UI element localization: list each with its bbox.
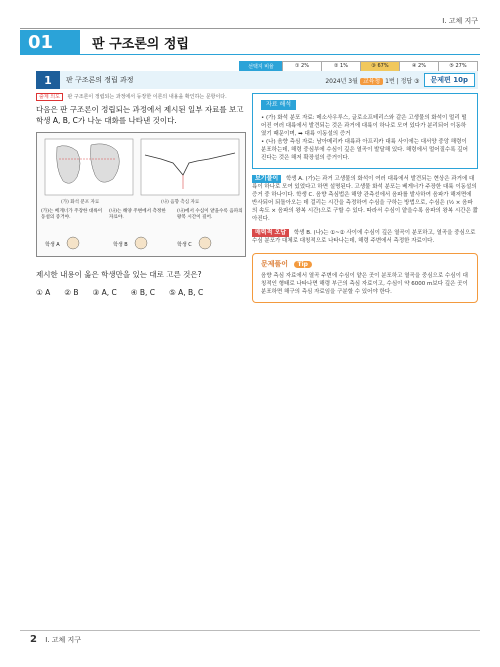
stats-label: 선택지 비율 — [239, 61, 283, 72]
intent-tag: 출제 의도 — [36, 93, 63, 101]
question-figure — [36, 132, 246, 257]
choice-1[interactable]: ① A — [36, 288, 51, 297]
question-ask: 제시한 내용이 옳은 학생만을 있는 대로 고른 것은? — [36, 270, 202, 279]
chapter-rule — [20, 54, 480, 55]
choice-3[interactable]: ③ A, C — [92, 288, 117, 297]
student-c-label: 학생 C — [177, 242, 192, 248]
header-rule — [20, 28, 480, 29]
stat-4: ④ 2% — [399, 61, 439, 72]
choice-5[interactable]: ⑤ A, B, C — [169, 288, 204, 297]
student-a-avatar — [67, 237, 79, 249]
wrong-explanation — [252, 229, 478, 245]
data-analysis-p1: • (가) 화석 분포 자료: 메소사우루스, 글로소프테리스와 같은 고생물의 화석이 멀리 떨어진 여러 대륙에서 발견되는 것은 과거에 대륙이 하나로 모여 있다가 분리되어 이동하였기 때문이며, ➡ 대륙 이동설의 증거 — [261, 115, 467, 137]
stat-1: ① 2% — [282, 61, 322, 72]
tip-badge: Tip — [294, 261, 312, 268]
bubble-b: (나)는 해양 주변에서 측정한 자료야. — [109, 209, 166, 220]
footer — [30, 634, 81, 645]
student-a-label: 학생 A — [45, 242, 60, 248]
wrong-text: 학생 B. (나)는 ①~② 사이에 수심이 깊은 열곡이 분포하고, 열곡을 중심으로 수심 분포가 대체로 대칭적으로 나타나는데, 해령 주변에서 측정한 자료이다. — [252, 230, 476, 244]
data-analysis-title: 자료 해석 — [261, 100, 296, 110]
question-answer: 정답 ③ — [400, 77, 420, 85]
figure-drawing — [37, 133, 247, 258]
question-bar — [36, 71, 478, 89]
chapter-number: 01 — [20, 30, 80, 54]
explanation-column — [252, 93, 478, 303]
footer-page: 2 — [30, 634, 37, 645]
intent-text: 판 구조론이 정립되는 과정에서 등장한 이론의 내용을 확인하는 문항이다. — [67, 94, 227, 100]
tip-box — [252, 253, 478, 303]
choice-2[interactable]: ② B — [64, 288, 79, 297]
correct-explanation — [252, 175, 478, 223]
correct-text: 학생 A. (가)는 과거 고생물의 화석이 여러 대륙에서 발견되는 현상은 과거에 대륙이 하나로 모여 있었다고 하면 설명된다. 고생물 화석 분포는 베게너가 주장한 대륙 이동설의 증거 중 하나이다. 학생 C. 음향 측심법은 해양 관측선에서 음파를 발사하여 음파가 해저면에 반사되어 되돌아오는 데 걸리는 시간을 측정하여 수심을 구하는 방법으로, 수심은 (½ × 음파의 속도 × 음파의 왕복 시간)으로 구할 수 있다. 따라서 수심이 얕을수록 음파의 왕복 시간은 짧아진다. — [252, 176, 478, 222]
tip-title — [261, 260, 469, 269]
question-meta: 2024년 3월 교육청 1번 | 정답 ③ — [325, 77, 420, 85]
question-number: 1 — [36, 71, 60, 89]
correct-title: 보기풀이 — [252, 175, 281, 183]
footer-rule — [20, 630, 480, 631]
answer-choices — [36, 288, 246, 297]
chapter-title: 판 구조론의 정립 — [92, 37, 189, 52]
data-analysis-p2: • (나) 음향 측심 자료: 남아메리카 대륙과 아프리카 대륙 사이에는 대서양 중앙 해령이 분포하는데, 해령 중심부에 수심이 깊은 열곡이 발달해 있다. 해령에서 멀어질수록 깊어진다는 것은 해저 확장설의 증거이다. — [261, 139, 468, 161]
fig-caption-1: (가) 화석 분포 자료 — [61, 200, 100, 205]
page-link-button[interactable]: 문제편 10p — [424, 73, 475, 87]
question-intent — [36, 93, 246, 100]
stat-3: ③ 67% — [360, 61, 400, 72]
question-text: 다음은 판 구조론이 정립되는 과정에서 제시된 일부 자료를 보고 학생 A, B, C가 나눈 대화를 나타낸 것이다. — [36, 105, 244, 125]
bubble-c: (나)에서 수심이 얕을수록 음파의 왕복 시간이 길어. — [177, 209, 243, 220]
student-b-avatar — [135, 237, 147, 249]
stat-2: ② 1% — [321, 61, 361, 72]
header-unit: I. 고체 지구 — [442, 17, 478, 25]
fig-caption-2: (나) 음향 측심 자료 — [161, 200, 200, 205]
question-title: 판 구조론의 정립 과정 — [66, 76, 134, 84]
question-date: 2024년 3월 — [325, 77, 358, 85]
student-b-label: 학생 B — [113, 242, 128, 248]
question-badge: 교육청 — [360, 78, 383, 85]
tip-title-text: 문제풀이 — [261, 260, 289, 268]
data-analysis-box — [252, 93, 478, 169]
bubble-a: (가)는 베게너가 주장한 대륙이동설의 증거야. — [41, 209, 103, 220]
question-qno: 1번 — [385, 77, 395, 85]
tip-text: 음향 측심 자료에서 열곡 주변에 수심이 얕은 곳이 분포하고 열곡을 중심으로 수심이 대칭적인 형태로 나타나면 해령 부근의 측심 자료이고, 수심이 약 6000 m보다 깊은 곳이 분포하면 해구의 측심 자료임을 구분할 수 있어야 한다. — [261, 273, 468, 295]
sonar-chart-frame — [141, 139, 239, 195]
stat-5: ⑤ 27% — [438, 61, 478, 72]
footer-unit: I. 고체 지구 — [45, 636, 81, 644]
wrong-title: 매력적 오답 — [252, 229, 289, 237]
choice-4[interactable]: ④ B, C — [130, 288, 156, 297]
student-c-avatar — [199, 237, 211, 249]
question-column — [36, 93, 246, 297]
